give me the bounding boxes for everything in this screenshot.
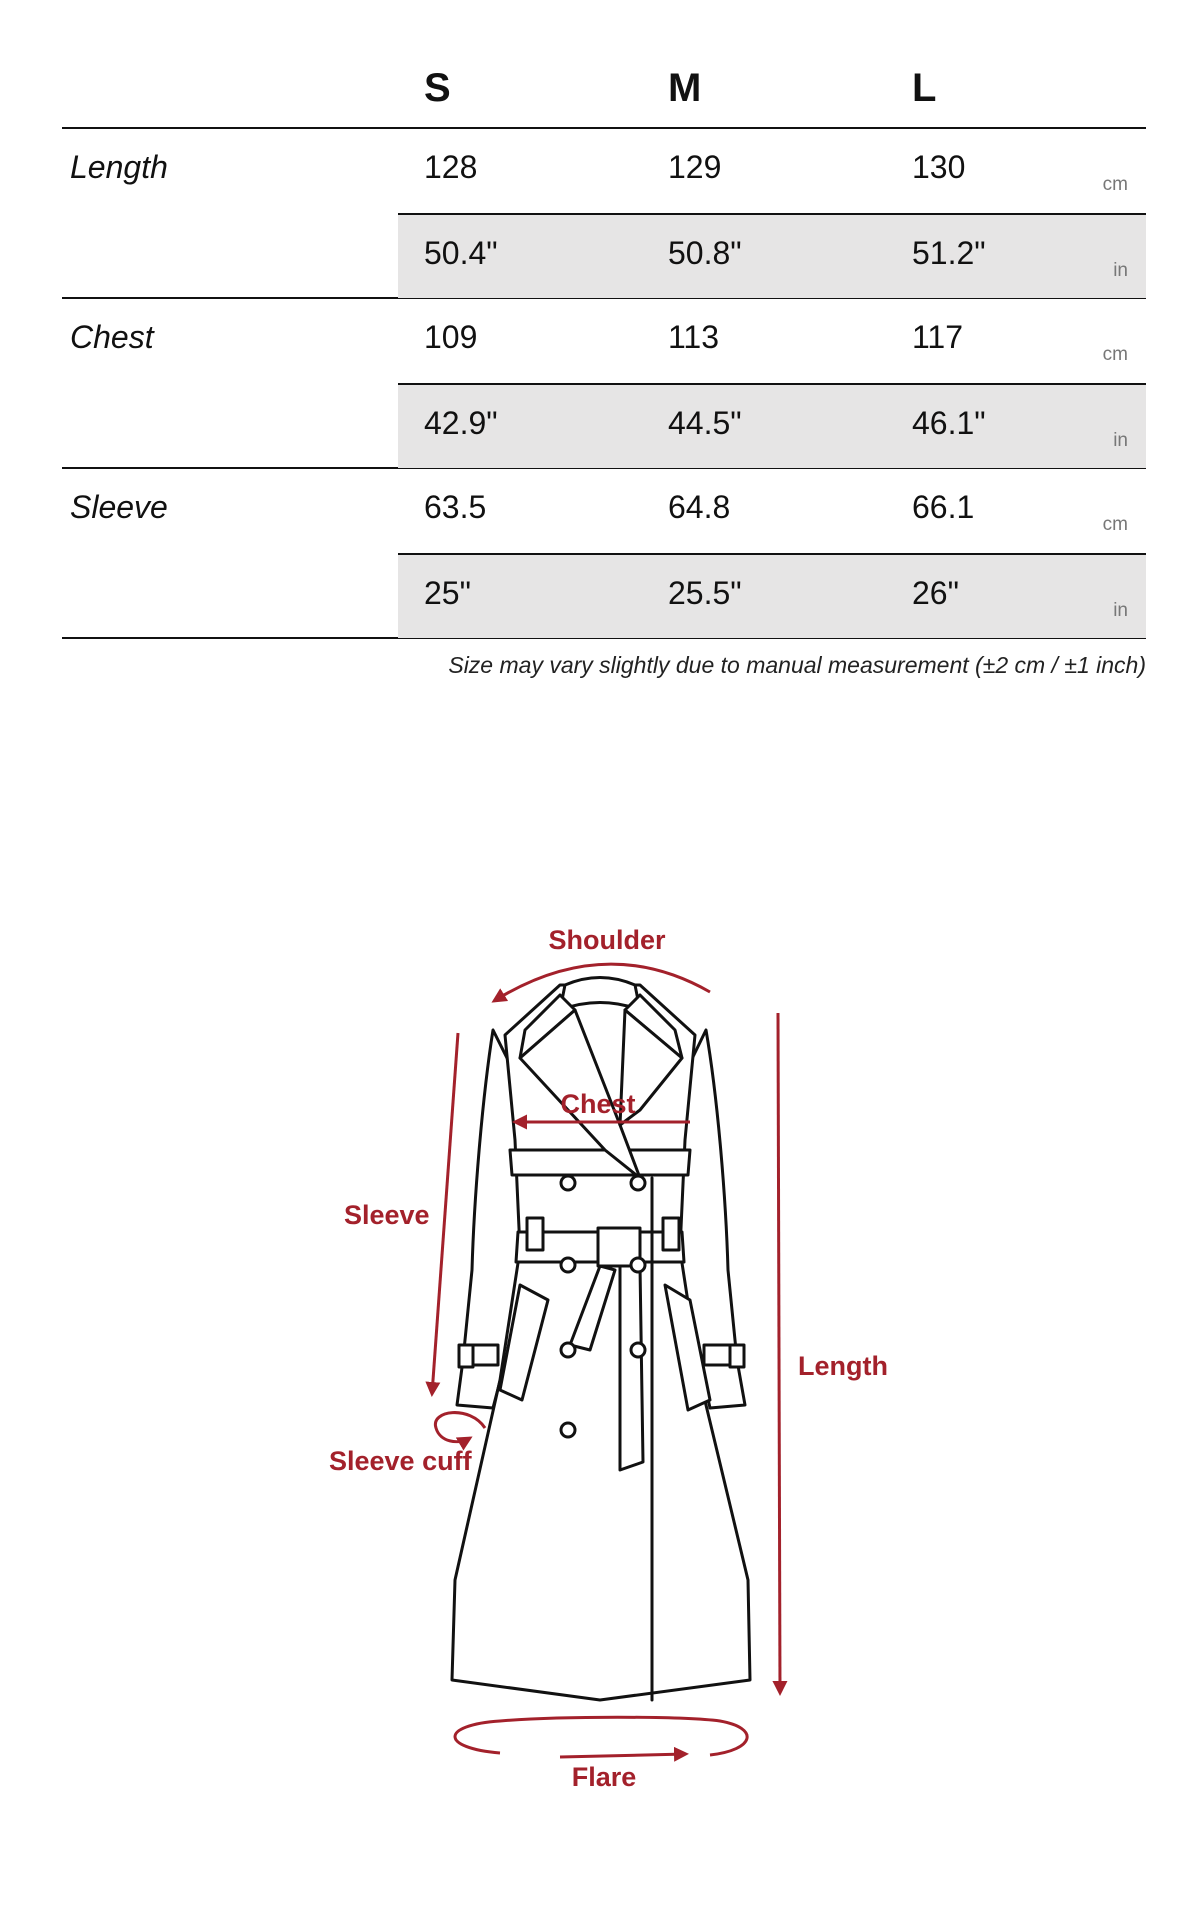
chest-in-row <box>398 383 1146 468</box>
flare-label: Flare <box>571 1762 637 1792</box>
chest-label: Chest <box>70 319 154 355</box>
length-label-diagram: Length <box>798 1351 888 1381</box>
sleeve-cm-s: 63.5 <box>424 489 487 525</box>
chest-group <box>62 299 1146 469</box>
unit-in: in <box>1113 260 1128 281</box>
unit-cm: cm <box>1102 174 1128 195</box>
unit-cm: cm <box>1102 344 1128 365</box>
length-in-row <box>398 213 1146 298</box>
sleeve-in-s: 25" <box>424 575 471 611</box>
unit-in: in <box>1113 600 1128 621</box>
length-cm-l: 130 <box>912 149 966 185</box>
chest-cm-s: 109 <box>424 319 478 355</box>
measurement-note: Size may vary slightly due to manual measurement (±2 cm / ±1 inch) <box>448 652 1146 678</box>
length-in-l: 51.2" <box>912 235 986 271</box>
length-in-s: 50.4" <box>424 235 498 271</box>
sleeve-cm-m: 64.8 <box>668 489 731 525</box>
flare-ellipse <box>455 1717 747 1755</box>
size-header-s: S <box>424 66 451 110</box>
sleeve-cm-l: 66.1 <box>912 489 975 525</box>
chest-in-m: 44.5" <box>668 405 742 441</box>
sleeve-cuff-arrow <box>435 1413 485 1442</box>
size-header-m: M <box>668 66 702 110</box>
length-cm-row <box>398 129 1146 212</box>
unit-in: in <box>1113 430 1128 451</box>
chest-in-s: 42.9" <box>424 405 498 441</box>
sleeve-cuff-label: Sleeve cuff <box>329 1446 472 1476</box>
chest-cm-row <box>398 299 1146 382</box>
flare-arrow <box>560 1754 686 1757</box>
length-cm-s: 128 <box>424 149 478 185</box>
shoulder-label: Shoulder <box>548 925 666 955</box>
chest-label-diagram: Chest <box>560 1089 636 1119</box>
sleeve-in-l: 26" <box>912 575 959 611</box>
chest-in-l: 46.1" <box>912 405 986 441</box>
chest-cm-l: 117 <box>912 319 964 355</box>
coat-diagram <box>0 880 1200 1890</box>
length-in-m: 50.8" <box>668 235 742 271</box>
coat-outline <box>452 978 750 1701</box>
unit-cm: cm <box>1102 514 1128 535</box>
size-header-row <box>62 60 1146 129</box>
sleeve-group <box>62 469 1146 639</box>
sleeve-label-diagram: Sleeve <box>344 1200 430 1230</box>
length-cm-m: 129 <box>668 149 722 185</box>
length-label: Length <box>70 149 168 185</box>
size-header-l: L <box>912 66 937 110</box>
sleeve-label: Sleeve <box>70 489 168 525</box>
sleeve-cm-row <box>398 469 1146 552</box>
sleeve-in-row <box>398 553 1146 638</box>
length-group <box>62 129 1146 299</box>
chest-cm-m: 113 <box>668 319 720 355</box>
sleeve-arrow <box>432 1033 458 1394</box>
length-arrow <box>778 1013 780 1693</box>
size-table <box>62 60 1146 639</box>
sleeve-in-m: 25.5" <box>668 575 742 611</box>
